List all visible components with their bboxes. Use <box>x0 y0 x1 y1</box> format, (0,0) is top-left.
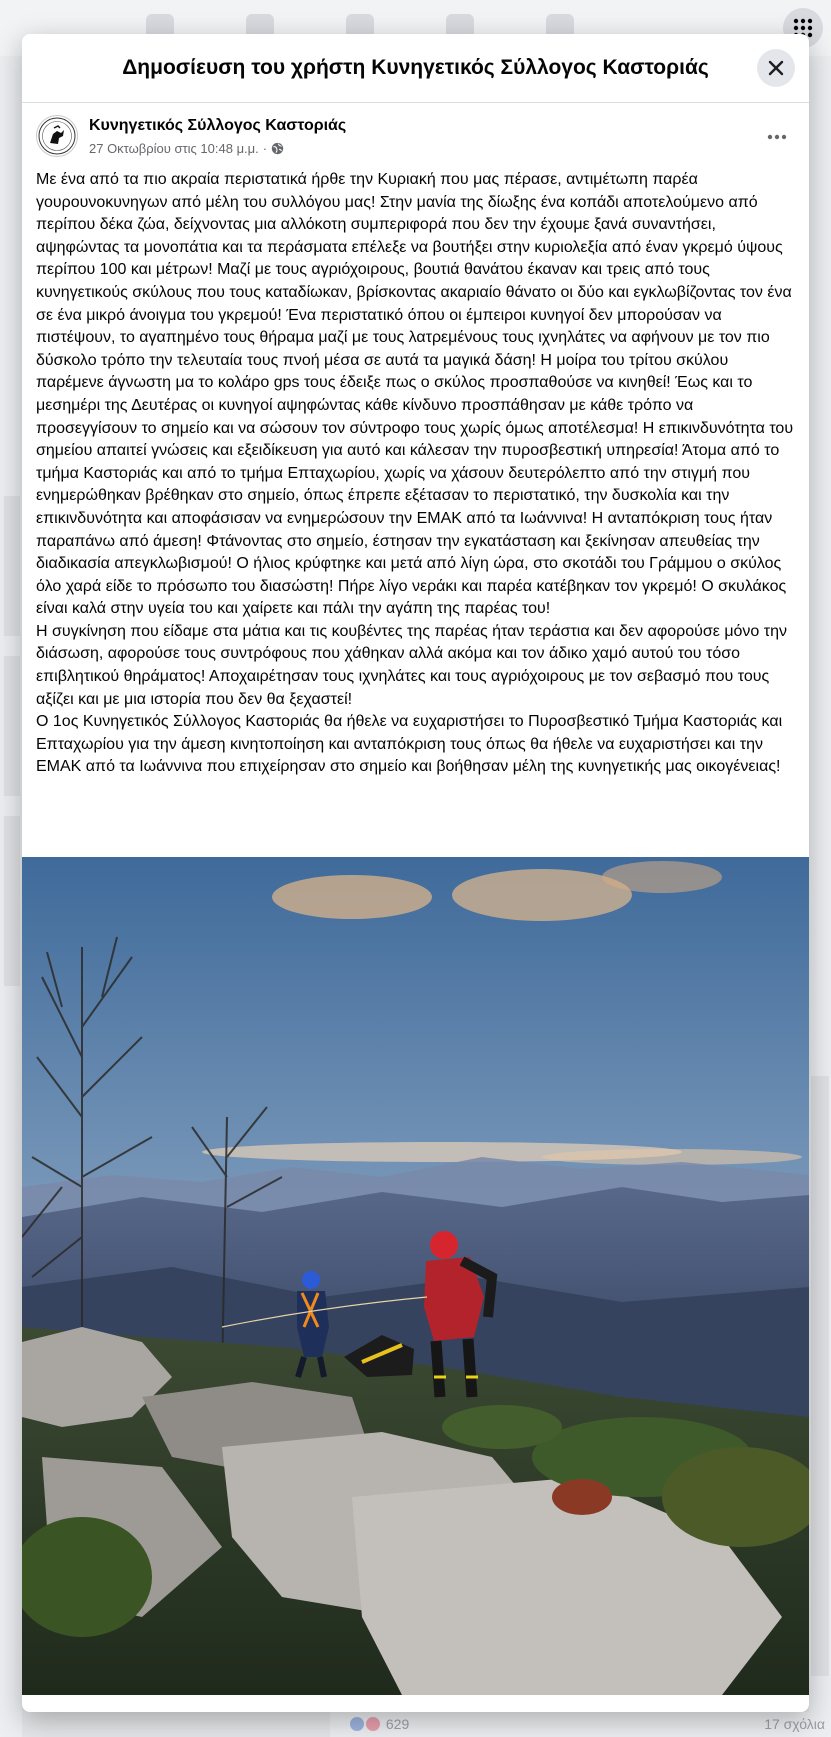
post-photo[interactable] <box>22 857 809 1695</box>
post-modal <box>22 34 809 1712</box>
post-paragraph: Ο 1ος Κυνηγετικός Σύλλογος Καστοριάς θα ήθελε να ευχαριστήσει το Πυροσβεστικό Τμήμα Καστοριάς και Επταχωρίου για την άμεση κινητοποίηση και ανταπόκριση τους όπως θα ήθελε να ευχαριστήσει και την ΕΜΑΚ από τα Ιωάννινα που επιχείρησαν στο σημείο και βοήθησαν μέλη της κυνηγετικής μας οικογένειας! <box>36 713 783 776</box>
like-icon <box>350 1717 364 1731</box>
close-icon <box>768 60 784 76</box>
modal-title: Δημοσίευση του χρήστη Κυνηγετικός Σύλλογος Καστοριάς <box>122 56 709 79</box>
close-button[interactable] <box>757 49 795 87</box>
love-icon <box>366 1717 380 1731</box>
comments-count[interactable]: 17 σχόλια <box>764 1716 825 1732</box>
globe-icon <box>271 142 284 155</box>
post-header <box>22 103 809 169</box>
reactions-summary[interactable] <box>350 1716 409 1732</box>
rescue-scene-image <box>22 857 809 1695</box>
post-paragraph: Η συγκίνηση που είδαμε στα μάτια και τις κουβέντες της παρέας ήταν τεράστια και δεν αφορούσε μόνο την διάσωση, αφορούσε τους συντρόφους που χάθηκαν αλλά ακόμα και τον άδικο χαμό αυτού του τόσο επιβλητικού θηράματος! Αποχαιρέτησαν τους ιχνηλάτες και τους αγριόχοιρους με τον σεβασμό που τους αξίζει και με μια ιστορία που δεν θα ξεχαστεί! <box>36 622 787 708</box>
reactions-count: 629 <box>385 1716 410 1732</box>
more-options-button[interactable] <box>759 119 795 155</box>
background-post-footer <box>330 1712 831 1737</box>
meta-separator: · <box>262 141 268 156</box>
more-options-icon <box>767 134 787 140</box>
author-name[interactable]: Κυνηγετικός Σύλλογος Καστοριάς <box>89 117 347 134</box>
modal-header <box>22 34 809 103</box>
post-paragraph: Με ένα από τα πιο ακραία περιστατικά ήρθε την Κυριακή που μας πέρασε, αντιμέτωπη παρέα γουρουνοκυνηγων από μέλη του συλλόγου μας! Στην μανία της δίωξης ένα κοπάδι αποτελούμενο από περίπου δέκα ζώα, δείχνοντας μια αλλόκοτη συμπεριφορά που δεν την έχουμε ξανά συναντήσει, αψηφώντας τα μονοπάτια και τα περάσματα επέλεξε να βουτήξει στην κυριολεξία από έναν γκρεμό ύψους περίπου 100 και μέτρων! Μαζί με τους αγριόχοιρους, βουτιά θανάτου έκαναν και τρεις από τους κυνηγετικούς σκύλους που τους καταδίωκαν, βρίσκοντας ακαριαίο θάνατο οι δύο και εγκλωβίζοντας τον ένα σε ένα μικρό άνοιγμα του γκρεμού! Ένα περιστατικό όπου οι έμπειροι κυνηγοί δεν μπορούσαν να πιστέψουν, το αγαπημένο τους θήραμα μαζί με τους λατρεμένους τους ιχνηλάτες να αφήνουν με τον πιο δύσκολο τρόπο την τελευταία τους πνοή μέσα σε αυτά τα μαγικά δάση! Η μοίρα του τρίτου σκύλου παρέμενε άγνωστη μα το κολάρο gps τους έδειξε πως ο σκύλος προσπαθούσε να κινηθεί! Έως και το μεσημέρι της Δευτέρας οι κυνηγοί αψηφώντας κάθε κίνδυνο προσπάθησαν με κάθε τρόπο να προσεγγίσουν το σημείο και να σώσουν τον σύντροφο τους χωρίς όμως αποτέλεσμα! Η επικινδυνότητα του σημείου απαιτεί γνώσεις και εξειδίκευση για αυτό και κάλεσαν την πυροσβεστική υπηρεσία! Άτομα από το τμήμα Καστοριάς και από το τμήμα Επταχωρίου, χωρίς να χάσουν δευτερόλεπτο από την στιγμή που ενημερώθηκαν βρέθηκαν στο σημείο, όπως έπρεπε εξέτασαν το περιστατικό, την δυσκολία και την επικινδυνότητα και αποφάσισαν να ενημερώσουν την ΕΜΑΚ από τα Ιωάννινα! Η ανταπόκριση τους ήταν παραπάνω από άμεση! Φτάνοντας στο σημείο, έστησαν την εγκατάσταση και ξεκίνησαν απευθείας την διαδικασία απεγκλωβισμού! Ο ήλιος κρύφτηκε και μετά από λίγη ώρα, στο σκοτάδι του Γράμμου ο σκύλος όλο χαρά είδε το πρόσωπο του διασώστη! Πήρε λίγο νεράκι και παρέα κατέβηκαν τον γκρεμό! Ο σκυλάκος είναι καλά στην υγεία του και χαίρετε και πάλι την αγάπη της παρέας του! <box>36 171 794 618</box>
background-right-column <box>809 56 831 1737</box>
post-timestamp[interactable]: 27 Οκτωβρίου στις 10:48 μ.μ. <box>89 141 259 156</box>
avatar[interactable] <box>36 115 78 157</box>
post-text <box>22 169 809 779</box>
club-logo-icon <box>37 116 77 156</box>
post-meta <box>89 141 284 156</box>
background-left-column <box>0 56 22 1737</box>
